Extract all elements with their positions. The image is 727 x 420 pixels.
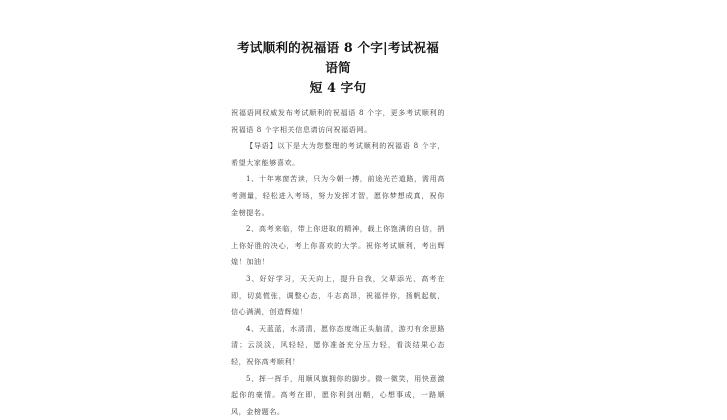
title-line-1: 考试顺利的祝福语 8 个字|考试祝福语简 [231, 38, 445, 78]
intro-paragraph: 祝福语网权威发布考试顺利的祝福语 8 个字，更多考试顺利的祝福语 8 个字相关信息请访问祝福语网。 [231, 105, 445, 138]
document-page [231, 38, 445, 412]
blessing-item-2: 2、高考来临，带上你进取的精神，载上你饱满的自信，捎上你好胜的决心，考上你喜欢的大学。祝你考试顺利，考出辉煌！加油！ [231, 221, 445, 271]
lead-paragraph: 【导语】以下是大为您整理的考试顺利的祝福语 8 个字，希望大家能够喜欢。 [231, 138, 445, 171]
title-line-2: 短 4 字句 [231, 78, 445, 98]
document-title [231, 38, 445, 98]
blessing-item-1: 1、十年寒窗苦读，只为今朝一搏，前途光芒道路，需用高考测量，轻松进入考场，努力发挥才智，愿你梦想成真，祝你金榜提名。 [231, 171, 445, 221]
blessing-item-5: 5、挥一挥手，用顺风旗拥你的脚步。微一微笑，用快意激起你的豪情。高考在即，愿你利剑出鞘，心想事成，一路顺风，金榜题名。 [231, 371, 445, 420]
blessing-item-4: 4、天蓝蓝，水清清，愿你态度端正头脑清，游刃有余思路清；云淡淡，风轻轻，愿你准备充分压力轻，看淡结果心态轻，祝你高考顺利！ [231, 321, 445, 371]
blessing-item-3: 3、好好学习，天天向上，提升自我，父辈添光，高考在即，切莫慌张，调整心态，斗志高昂，祝福伴你，扬帆起航，信心满满，创造辉煌！ [231, 271, 445, 321]
